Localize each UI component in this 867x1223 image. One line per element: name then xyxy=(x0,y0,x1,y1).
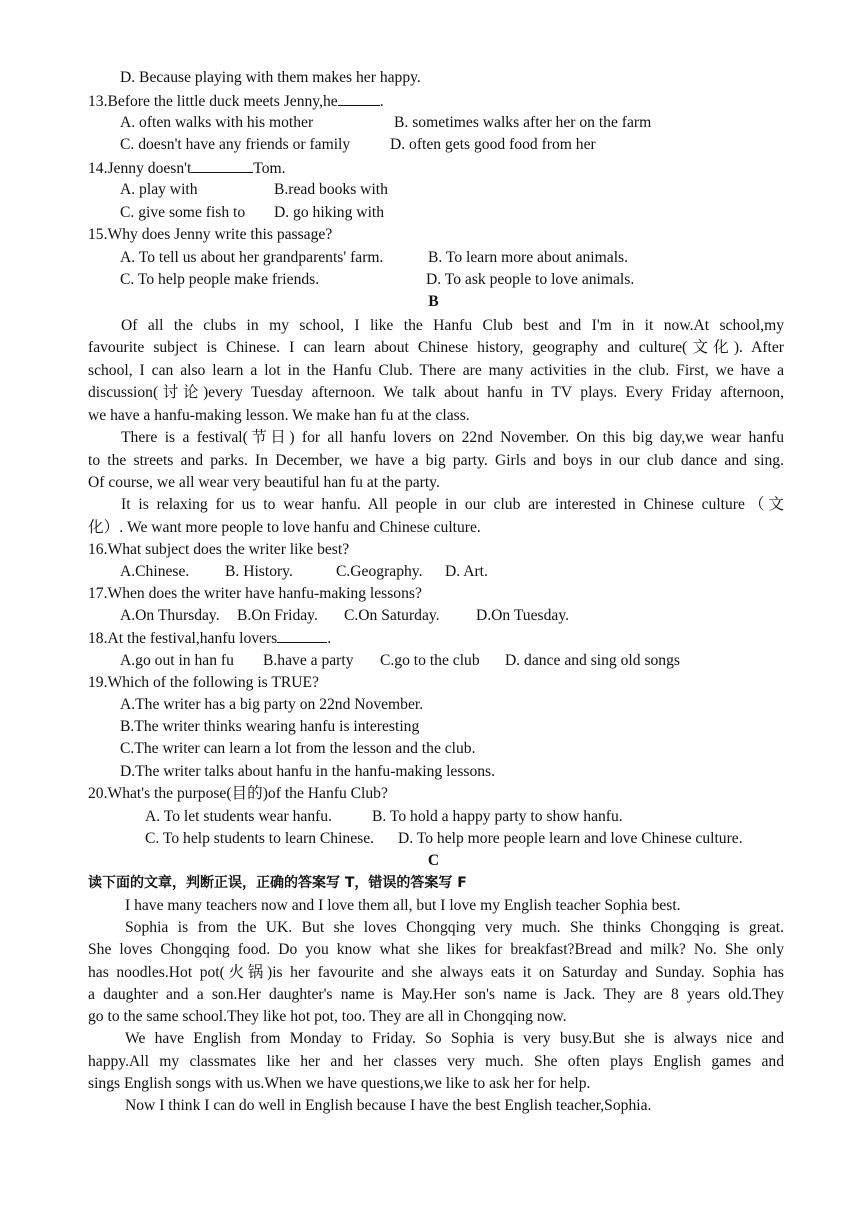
q13-stem-text: 13.Before the little duck meets Jenny,he xyxy=(88,93,338,110)
q14-option-c: C. give some fish to xyxy=(120,204,246,221)
q18-option-c: C.go to the club xyxy=(380,652,480,669)
passage-c-p2-line4: a daughter and a son.Her daughter's name is May.Her son's name is Jack. They are 8 years old.They xyxy=(88,986,784,1003)
answer-blank xyxy=(277,628,327,643)
passage-b-p1-line2: favourite subject is Chinese. I can learn about Chinese history, geography and culture(文化). After xyxy=(88,339,784,356)
q16-stem: 16.What subject does the writer like best? xyxy=(88,541,350,558)
q13-stem-end: . xyxy=(379,93,384,110)
passage-c-p2-line1: Sophia is from the UK. But she loves Chongqing very much. She thinks Chongqing is great. xyxy=(125,919,784,936)
q16-option-b: B. History. xyxy=(225,563,293,580)
q19-stem: 19.Which of the following is TRUE? xyxy=(88,674,319,691)
q19-option-b: B.The writer thinks wearing hanfu is interesting xyxy=(120,718,420,735)
passage-c-p4-line1: Now I think I can do well in English because I have the best English teacher,Sophia. xyxy=(125,1097,652,1114)
q20-option-a: A. To let students wear hanfu. xyxy=(145,808,333,825)
q19-option-c: C.The writer can learn a lot from the lesson and the club. xyxy=(120,740,476,757)
q18-stem-text: 18.At the festival,hanfu lovers xyxy=(88,630,278,647)
answer-blank xyxy=(191,158,253,173)
q13-option-d: D. often gets good food from her xyxy=(390,136,596,153)
passage-c-p2-line5: go to the same school.They like hot pot, too. They are all in Chongqing now. xyxy=(88,1008,567,1025)
passage-b-p2-line2: to the streets and parks. In December, we have a big party. Girls and boys in our club dance and sing. xyxy=(88,452,784,469)
passage-c-p1-line1: I have many teachers now and I love them all, but I love my English teacher Sophia best. xyxy=(125,897,681,914)
q14-option-b: B.read books with xyxy=(274,181,388,198)
q15-stem: 15.Why does Jenny write this passage? xyxy=(88,226,333,243)
q20-option-c: C. To help students to learn Chinese. xyxy=(145,830,375,847)
section-c-heading: C xyxy=(427,852,440,869)
q13-option-c: C. doesn't have any friends or family xyxy=(120,136,351,153)
q17-option-b: B.On Friday. xyxy=(237,607,318,624)
q16-option-a: A.Chinese. xyxy=(120,563,190,580)
passage-b-p1-line4: discussion(讨论)every Tuesday afternoon. We talk about hanfu in TV plays. Every Friday afternoon, xyxy=(88,384,784,401)
q13-option-b: B. sometimes walks after her on the farm xyxy=(394,114,652,131)
q17-stem: 17.When does the writer have hanfu-making lessons? xyxy=(88,585,422,602)
section-c-instruction: 读下面的文章，判断正误，正确的答案写 T，错误的答案写 F xyxy=(88,875,467,891)
q15-option-a: A. To tell us about her grandparents' farm. xyxy=(120,249,384,266)
q20-option-b: B. To hold a happy party to show hanfu. xyxy=(372,808,623,825)
passage-b-p1-line5: we have a hanfu-making lesson. We make han fu at the class. xyxy=(88,407,470,424)
q14-option-a: A. play with xyxy=(120,181,198,198)
q15-option-d: D. To ask people to love animals. xyxy=(426,271,635,288)
q14-stem-text: 14.Jenny doesn't xyxy=(88,160,192,177)
q18-option-d: D. dance and sing old songs xyxy=(505,652,680,669)
q14-stem xyxy=(88,158,286,179)
passage-c-p2-line3: has noodles.Hot pot(火锅)is her favourite and she always eats it on Saturday and Sunday. Sophia has xyxy=(88,964,784,981)
q19-option-a: A.The writer has a big party on 22nd November. xyxy=(120,696,424,713)
answer-blank xyxy=(338,91,380,106)
q12-option-d: D. Because playing with them makes her happy. xyxy=(120,69,421,86)
q17-option-a: A.On Thursday. xyxy=(120,607,220,624)
passage-b-p1-line1: Of all the clubs in my school, I like the Hanfu Club best and I'm in it now.At school,my xyxy=(121,317,784,334)
q16-option-c: C.Geography. xyxy=(336,563,423,580)
q14-stem-end: Tom. xyxy=(253,160,286,177)
passage-c-p3-line1: We have English from Monday to Friday. So Sophia is very busy.But she is always nice and xyxy=(125,1030,784,1047)
section-b-heading: B xyxy=(428,293,439,310)
passage-c-p3-line2: happy.All my classmates like her and her classes very much. She often plays English games and xyxy=(88,1053,784,1070)
q17-option-c: C.On Saturday. xyxy=(344,607,440,624)
q18-stem xyxy=(88,628,331,649)
q20-stem: 20.What's the purpose(目的)of the Hanfu Club? xyxy=(88,785,388,802)
q18-option-b: B.have a party xyxy=(263,652,354,669)
q15-option-b: B. To learn more about animals. xyxy=(428,249,628,266)
q15-option-c: C. To help people make friends. xyxy=(120,271,320,288)
q19-option-d: D.The writer talks about hanfu in the hanfu-making lessons. xyxy=(120,763,496,780)
passage-c-p3-line3: sings English songs with us.When we have questions,we like to ask her for help. xyxy=(88,1075,591,1092)
passage-b-p3-line2: 化）. We want more people to love hanfu and Chinese culture. xyxy=(88,519,481,536)
q18-stem-end: . xyxy=(327,630,332,647)
q18-option-a: A.go out in han fu xyxy=(120,652,234,669)
q20-option-d: D. To help more people learn and love Chinese culture. xyxy=(398,830,743,847)
q13-option-a: A. often walks with his mother xyxy=(120,114,314,131)
q13-stem xyxy=(88,91,384,112)
passage-b-p1-line3: school, I can also learn a lot in the Hanfu Club. There are many activities in the club. First, we have a xyxy=(88,362,784,379)
passage-b-p3-line1: It is relaxing for us to wear hanfu. All people in our club are interested in Chinese culture（文 xyxy=(121,496,784,513)
q14-option-d: D. go hiking with xyxy=(274,204,385,221)
q17-option-d: D.On Tuesday. xyxy=(476,607,569,624)
q16-option-d: D. Art. xyxy=(445,563,488,580)
passage-b-p2-line3: Of course, we all wear very beautiful han fu at the party. xyxy=(88,474,440,491)
passage-c-p2-line2: She loves Chongqing food. Do you know what she likes for breakfast?Bread and milk? No. She only xyxy=(88,941,784,958)
passage-b-p2-line1: There is a festival(节日) for all hanfu lovers on 22nd November. On this big day,we wear hanfu xyxy=(121,429,784,446)
